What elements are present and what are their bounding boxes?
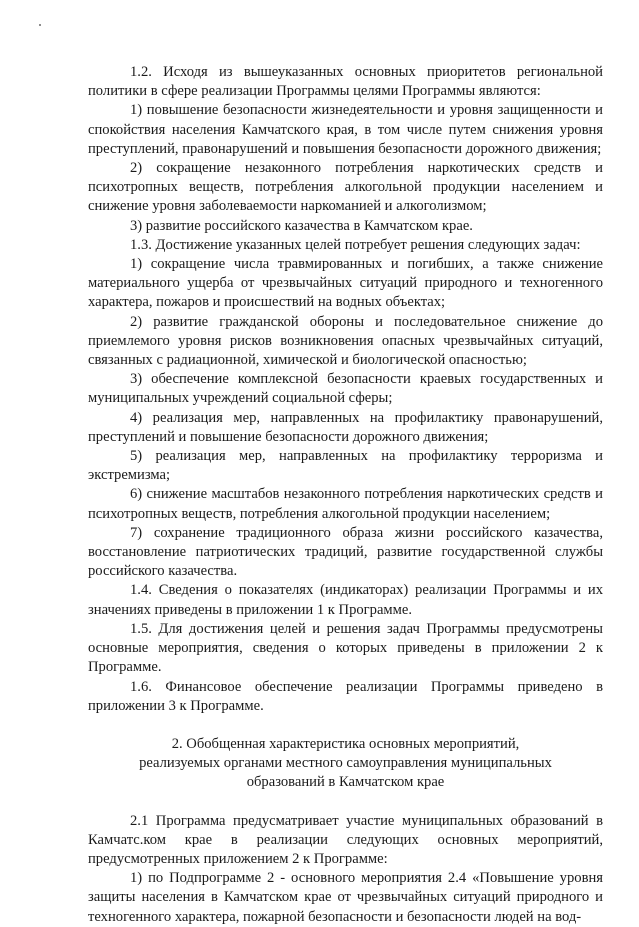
- document-page: [88, 63, 603, 927]
- section-heading-line: 2. Обобщенная характеристика основных мероприятий,: [171, 735, 520, 752]
- paragraph: 2) сокращение незаконного потребления наркотических средств и психотропных веществ, потребления алкогольной продукции населением и снижение уровня заболеваемости наркоманией и алкоголизмом;: [88, 160, 603, 215]
- paragraph: 3) обеспечение комплексной безопасности краевых государственных и муниципальных учреждений социальной сферы;: [88, 371, 603, 407]
- paragraph: 4) реализация мер, направленных на профилактику правонарушений, преступлений и повышение безопасности дорожного движения;: [88, 409, 603, 445]
- paragraph: 5) реализация мер, направленных на профилактику терроризма и экстремизма;: [88, 448, 603, 484]
- paragraph: 1.3. Достижение указанных целей потребует решения следующих задач:: [130, 236, 581, 253]
- paragraph: 2.1 Программа предусматривает участие муниципальных образований в Камчатс.ком крае в реализации следующих основных мероприятий, предусмотренных приложением 2 к Программе:: [88, 812, 603, 867]
- paragraph: 1) повышение безопасности жизнедеятельности и уровня защищенности и спокойствия населения Камчатского края, в том числе путем снижения уровня преступлений, правонарушений и повышения безопасности дорожного движения;: [88, 102, 603, 157]
- paragraph: 1.4. Сведения о показателях (индикаторах) реализации Программы и их значениях приведены в приложении 1 к Программе.: [88, 582, 603, 618]
- paragraph: 1.6. Финансовое обеспечение реализации Программы приведено в приложении 3 к Программе.: [88, 678, 603, 714]
- section-heading: [88, 735, 603, 793]
- scan-speck: [39, 24, 41, 26]
- paragraph: 1) по Подпрограмме 2 - основного мероприятия 2.4 «Повышение уровня защиты населения в Камчатском крае от чрезвычайных ситуаций природного и техногенного характера, пожарной безопасности и безопасности людей на вод-: [88, 870, 603, 925]
- section-heading-line: образований в Камчатском крае: [246, 774, 445, 791]
- paragraph: 1.2. Исходя из вышеуказанных основных приоритетов региональной политики в сфере реализации Программы целями Программы являются:: [88, 64, 603, 100]
- paragraph: 2) развитие гражданской обороны и последовательное снижение до приемлемого уровня рисков возникновения опасных чрезвычайных ситуаций, связанных с радиационной, химической и биологической опасностью;: [88, 313, 603, 369]
- section-heading-line: реализуемых органами местного самоуправления муниципальных: [139, 755, 552, 772]
- paragraph: 6) снижение масштабов незаконного потребления наркотических средств и психотропных веществ, потребления алкогольной продукции населением;: [88, 486, 603, 522]
- paragraph: 1) сокращение числа травмированных и погибших, а также снижение материального ущерба от чрезвычайных ситуаций природного и техногенного характера, пожаров и происшествий на водных объектах;: [88, 256, 603, 311]
- paragraph: 7) сохранение традиционного образа жизни российского казачества, восстановление патриотических традиций, развитие государственной службы российского казачества.: [88, 524, 603, 580]
- paragraph: 1.5. Для достижения целей и решения задач Программы предусмотрены основные мероприятия, сведения о которых приведены в приложении 2 к Программе.: [88, 620, 603, 676]
- paragraph: 3) развитие российского казачества в Камчатском крае.: [130, 217, 473, 234]
